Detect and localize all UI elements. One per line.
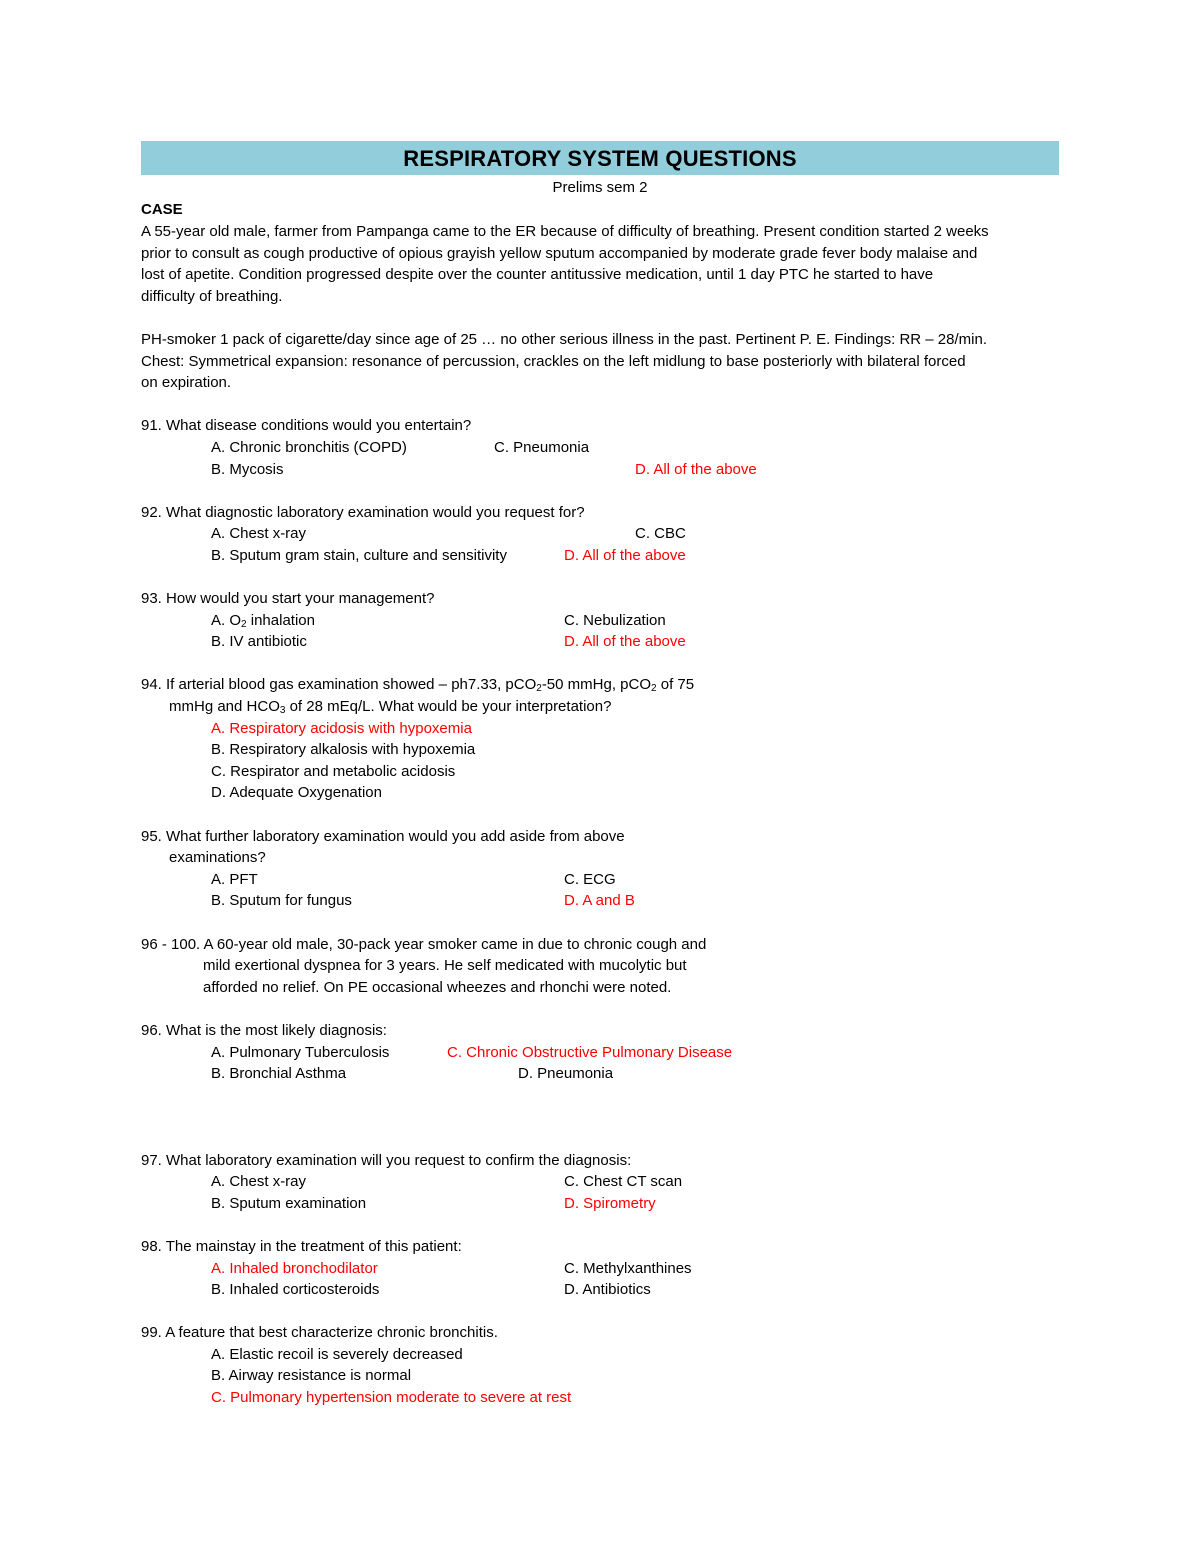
case-line: lost of apetite. Condition progressed despite over the counter antitussive medication, until 1 day PTC he started to have [141, 266, 934, 284]
option-c-answer: C. Chronic Obstructive Pulmonary Disease [447, 1043, 733, 1061]
option-c: C. CBC [635, 525, 686, 543]
history-paragraph [141, 329, 1059, 394]
option-a: A. Chest x-ray [211, 1173, 307, 1191]
document-title: RESPIRATORY SYSTEM QUESTIONS [141, 141, 1059, 175]
case-label: CASE [141, 201, 183, 218]
option-d-answer: D. All of the above [635, 460, 757, 478]
option-d-answer: D. All of the above [564, 633, 686, 651]
option-a: A. PFT [211, 870, 258, 888]
option-c: C. ECG [564, 870, 616, 888]
question-stem-continued: examinations? [169, 849, 266, 867]
question-94 [141, 674, 1059, 804]
option-c: C. Pneumonia [494, 438, 590, 456]
question-stem: 93. How would you start your management? [141, 590, 435, 608]
case-paragraph [141, 221, 1059, 307]
option-a: A. Elastic recoil is severely decreased [211, 1345, 463, 1363]
question-stem: 92. What diagnostic laboratory examination would you request for? [141, 503, 585, 521]
question-93 [141, 588, 1059, 653]
option-b: B. Sputum gram stain, culture and sensitivity [211, 546, 507, 564]
option-b: B. IV antibiotic [211, 633, 307, 651]
option-d: D. Antibiotics [564, 1281, 651, 1299]
option-b: B. Sputum examination [211, 1194, 367, 1212]
document-subtitle: Prelims sem 2 [552, 179, 648, 196]
case-2-line: 96 - 100. A 60-year old male, 30-pack year smoker came in due to chronic cough and [141, 935, 707, 953]
option-a: A. Chest x-ray [211, 525, 307, 543]
case-line: A 55-year old male, farmer from Pampanga came to the ER because of difficulty of breathing. Present condition started 2 weeks [141, 223, 989, 240]
history-line: PH-smoker 1 pack of cigarette/day since age of 25 … no other serious illness in the past. Pertinent P. E. Findings: RR – 28/min. [141, 330, 987, 348]
case-line: prior to consult as cough productive of opious grayish yellow sputum accompanied by moderate grade fever body malaise and [141, 244, 978, 262]
option-b: B. Sputum for fungus [211, 892, 352, 910]
document-page [141, 141, 1059, 1409]
option-c: C. Chest CT scan [564, 1173, 683, 1191]
option-c: C. Methylxanthines [564, 1259, 692, 1277]
option-d-answer: D. All of the above [564, 546, 686, 564]
question-stem: 94. If arterial blood gas examination showed – ph7.33, pCO$_2$-50 mmHg, pCO$_2$ of 75 [141, 676, 695, 695]
option-a: A. Pulmonary Tuberculosis [211, 1043, 390, 1061]
option-d-answer: D. A and B [564, 892, 635, 910]
history-line: Chest: Symmetrical expansion: resonance of percussion, crackles on the left midlung to base posteriorly with bilateral forced [141, 352, 966, 370]
option-a: A. $O_2$ inhalation [211, 611, 315, 630]
question-stem: 91. What disease conditions would you entertain? [141, 417, 472, 435]
question-97 [141, 1150, 1059, 1215]
option-c-answer: C. Pulmonary hypertension moderate to severe at rest [211, 1389, 572, 1407]
question-stem: 99. A feature that best characterize chronic bronchitis. [141, 1324, 498, 1342]
question-96 [141, 1020, 1059, 1085]
case-line: difficulty of breathing. [141, 287, 283, 305]
option-a-answer: A. Inhaled bronchodilator [211, 1259, 378, 1277]
question-99 [141, 1322, 1059, 1408]
question-91 [141, 415, 1059, 480]
option-c: C. Respirator and metabolic acidosis [211, 762, 456, 780]
case-2-line: afforded no relief. On PE occasional wheezes and rhonchi were noted. [203, 978, 672, 996]
option-a: A. Chronic bronchitis (COPD) [211, 438, 407, 456]
question-stem: 98. The mainstay in the treatment of this patient: [141, 1237, 462, 1255]
option-d: D. Adequate Oxygenation [211, 784, 382, 802]
history-line: on expiration. [141, 374, 232, 392]
question-98 [141, 1236, 1059, 1301]
question-95 [141, 826, 1059, 912]
option-d-answer: D. Spirometry [564, 1194, 656, 1212]
question-stem: 96. What is the most likely diagnosis: [141, 1021, 387, 1039]
question-stem-continued: mmHg and $HCO_3$ of 28 mEq/L. What would be your interpretation? [169, 698, 612, 717]
option-b: B. Respiratory alkalosis with hypoxemia [211, 741, 476, 759]
option-b: B. Airway resistance is normal [211, 1367, 412, 1385]
option-c: C. Nebulization [564, 611, 666, 629]
option-a-answer: A. Respiratory acidosis with hypoxemia [211, 719, 472, 737]
question-92 [141, 502, 1059, 567]
question-stem: 95. What further laboratory examination would you add aside from above [141, 827, 625, 845]
option-b: B. Mycosis [211, 460, 284, 478]
option-b: B. Bronchial Asthma [211, 1065, 347, 1083]
option-d: D. Pneumonia [518, 1065, 614, 1083]
option-b: B. Inhaled corticosteroids [211, 1281, 380, 1299]
case-2-paragraph [141, 934, 1059, 999]
question-stem: 97. What laboratory examination will you request to confirm the diagnosis: [141, 1151, 632, 1169]
case-2-line: mild exertional dyspnea for 3 years. He self medicated with mucolytic but [203, 957, 687, 975]
